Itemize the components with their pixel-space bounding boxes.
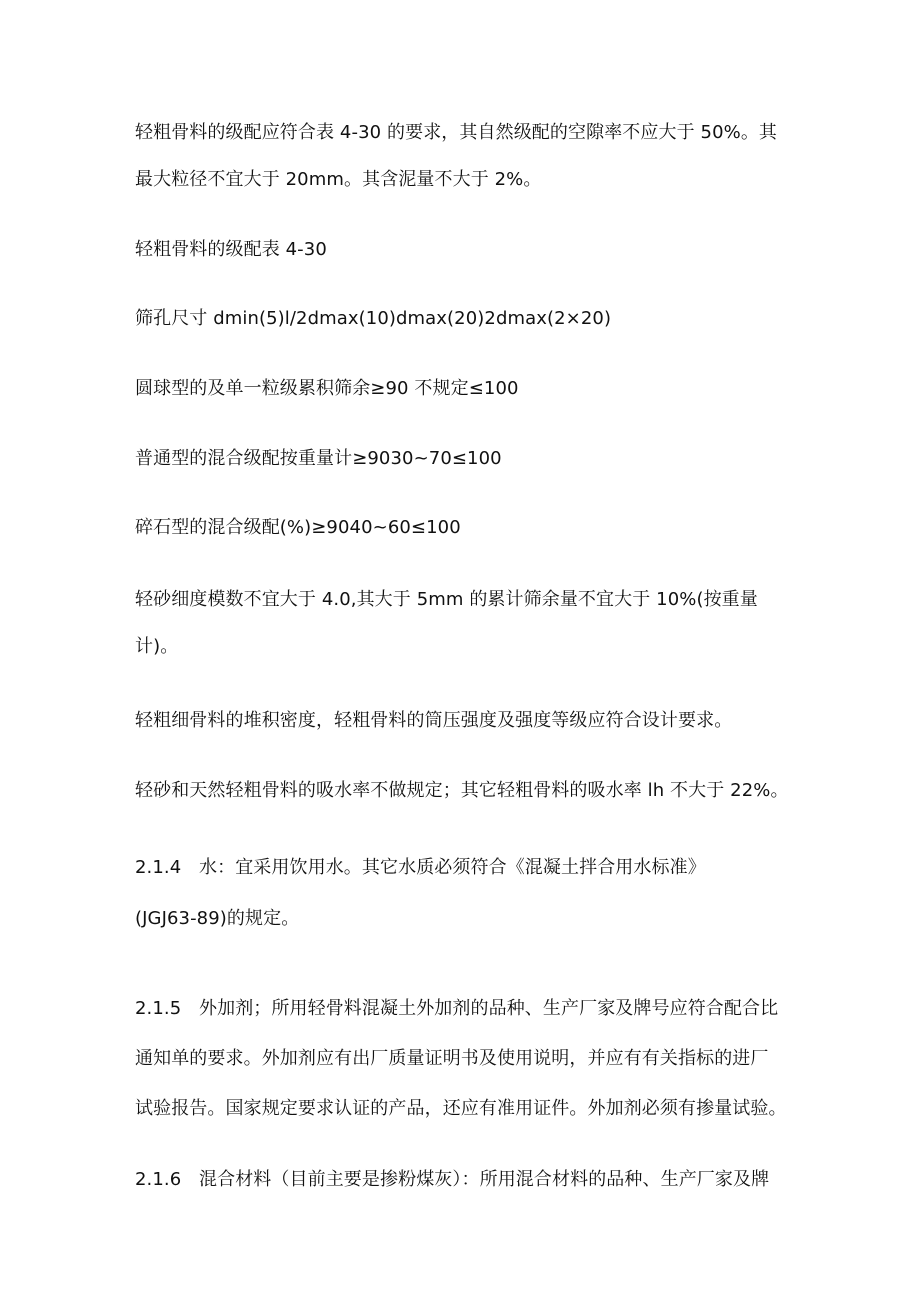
table-header-row: 筛孔尺寸 dmin(5)l/2dmax(10)dmax(20)2dmax(2×20): [135, 308, 612, 329]
table-row: 普通型的混合级配按重量计≥9030~70≤100: [135, 448, 502, 469]
paragraph-line: 轻粗骨料的级配应符合表 4-30 的要求，其自然级配的空隙率不应大于 50%。其: [135, 122, 778, 143]
section-text: 水：宜采用饮用水。其它水质必须符合《混凝土拌合用水标准》: [199, 857, 706, 878]
section-2-1-5: [135, 997, 778, 1021]
table-row: 圆球型的及单一粒级累积筛余≥90 不规定≤100: [135, 378, 519, 399]
section-2-1-6: [135, 1168, 769, 1192]
paragraph-line: 最大粒径不宜大于 20mm。其含泥量不大于 2%。: [135, 169, 542, 190]
section-text-line: (JGJ63-89)的规定。: [135, 908, 300, 929]
section-text-line: 试验报告。国家规定要求认证的产品，还应有准用证件。外加剂必须有掺量试验。: [135, 1098, 787, 1119]
paragraph-line: 轻粗细骨料的堆积密度，轻粗骨料的筒压强度及强度等级应符合设计要求。: [135, 710, 733, 731]
paragraph-line: 轻砂细度模数不宜大于 4.0,其大于 5mm 的累计筛余量不宜大于 10%(按重量: [135, 589, 758, 610]
section-number: 2.1.4: [135, 857, 182, 878]
section-text: 混合材料（目前主要是掺粉煤灰）：所用混合材料的品种、生产厂家及牌: [199, 1169, 770, 1190]
section-text-line: 通知单的要求。外加剂应有出厂质量证明书及使用说明，并应有有关指标的进厂: [135, 1048, 769, 1069]
paragraph-line: 计)。: [135, 636, 179, 657]
section-2-1-4: [135, 856, 706, 880]
section-number: 2.1.6: [135, 1169, 182, 1190]
section-text: 外加剂；所用轻骨料混凝土外加剂的品种、生产厂家及牌号应符合配合比: [199, 998, 779, 1019]
table-row: 碎石型的混合级配(%)≥9040~60≤100: [135, 517, 461, 538]
table-title: 轻粗骨料的级配表 4-30: [135, 239, 327, 260]
paragraph-line: 轻砂和天然轻粗骨料的吸水率不做规定；其它轻粗骨料的吸水率 lh 不大于 22%。: [135, 780, 789, 801]
section-number: 2.1.5: [135, 998, 182, 1019]
